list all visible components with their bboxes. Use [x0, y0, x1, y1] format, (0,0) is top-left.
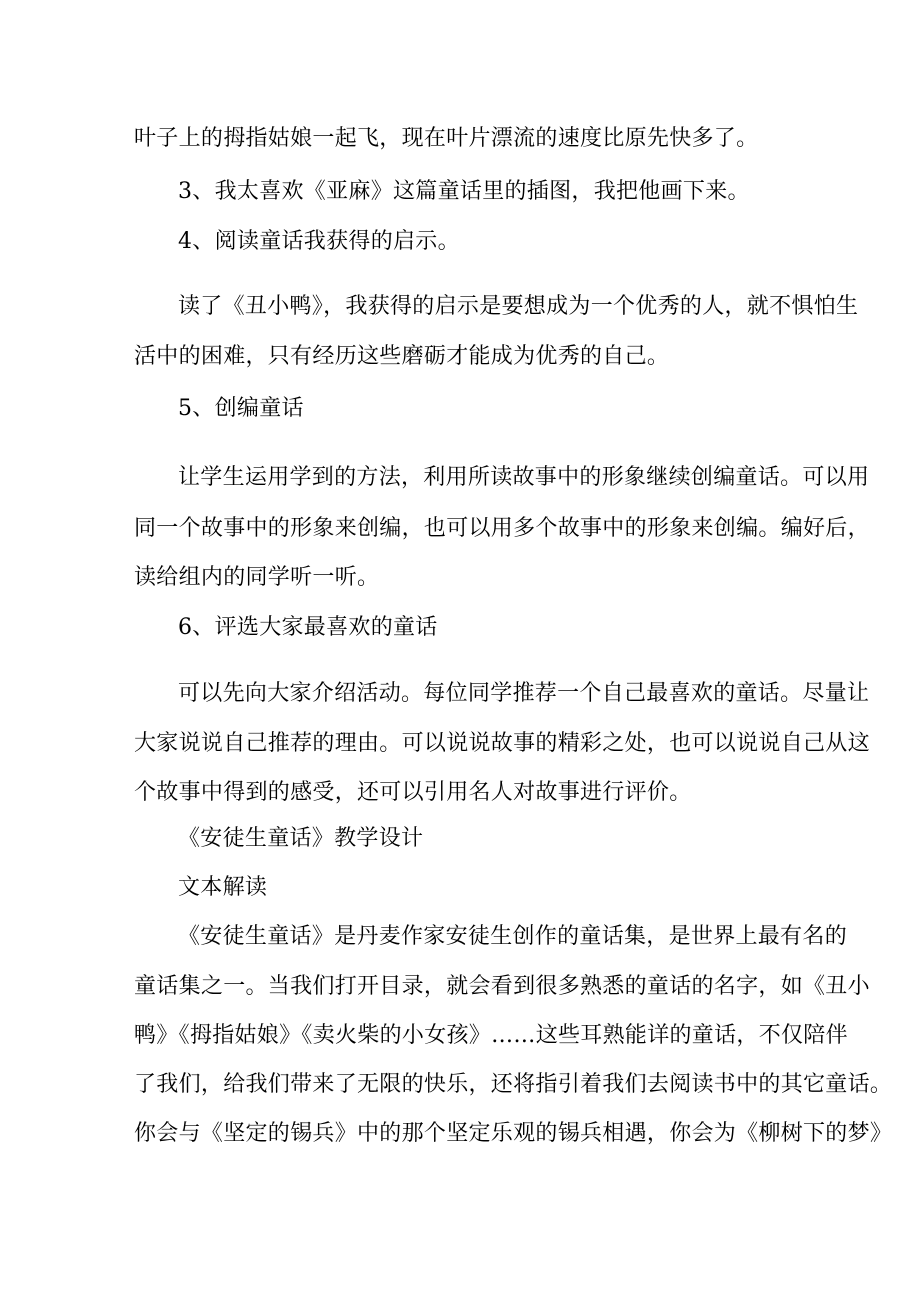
section-title: 《安徒生童话》教学设计: [178, 826, 424, 851]
paragraph-line: 活中的困难，只有经历这些磨砺才能成为优秀的自己。: [134, 344, 670, 369]
paragraph-line: 个故事中得到的感受，还可以引用名人对故事进行评价。: [134, 780, 692, 805]
paragraph-line: 叶子上的拇指姑娘一起飞，现在叶片漂流的速度比原先快多了。: [134, 126, 759, 151]
paragraph-line: 让学生运用学到的方法，利用所读故事中的形象继续创编童话。可以用: [178, 465, 870, 490]
list-item-6: 6、评选大家最喜欢的童话: [178, 615, 438, 640]
paragraph-line: 读了《丑小鸭》，我获得的启示是要想成为一个优秀的人，就不惧怕生: [178, 294, 859, 319]
list-item-4: 4、阅读童话我获得的启示。: [178, 229, 460, 254]
paragraph-line: 童话集之一。当我们打开目录，就会看到很多熟悉的童话的名字，如《丑小: [134, 974, 870, 999]
paragraph-line: 同一个故事中的形象来创编，也可以用多个故事中的形象来创编。编好后，: [134, 516, 870, 541]
paragraph-line: 读给组内的同学听一听。: [134, 565, 380, 590]
paragraph-line: 大家说说自己推荐的理由。可以说说故事的精彩之处，也可以说说自己从这: [134, 731, 870, 756]
paragraph-line: 了我们，给我们带来了无限的快乐，还将指引着我们去阅读书中的其它童话。: [134, 1072, 893, 1097]
paragraph-line: 你会与《坚定的锡兵》中的那个坚定乐观的锡兵相遇，你会为《柳树下的梦》: [134, 1121, 893, 1146]
section-heading: 文本解读: [178, 875, 268, 900]
paragraph-line: 鸭》《拇指姑娘》《卖火柴的小女孩》……这些耳熟能详的童话，不仅陪伴: [134, 1023, 848, 1048]
paragraph-line: 可以先向大家介绍活动。每位同学推荐一个自己最喜欢的童话。尽量让: [178, 681, 870, 706]
list-item-5: 5、创编童话: [178, 396, 304, 421]
paragraph-line: 《安徒生童话》是丹麦作家安徒生创作的童话集，是世界上最有名的: [178, 924, 848, 949]
list-item-3: 3、我太喜欢《亚麻》这篇童话里的插图，我把他画下来。: [178, 179, 750, 204]
